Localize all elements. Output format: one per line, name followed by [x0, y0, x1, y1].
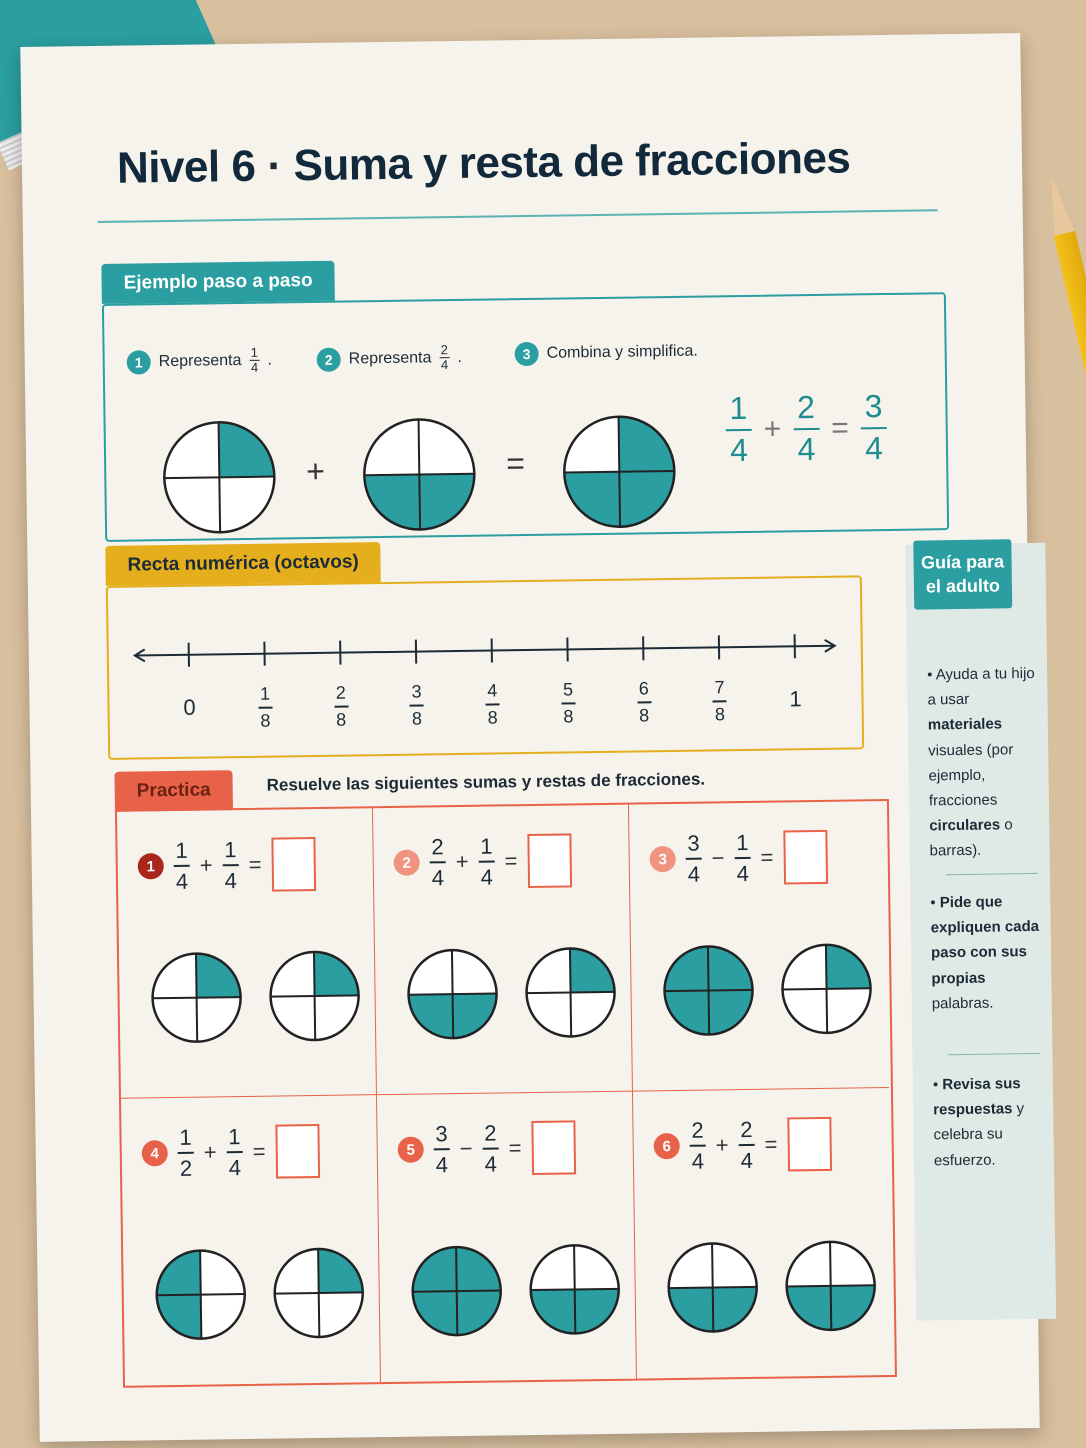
- practice-problem-5: [377, 1092, 637, 1383]
- number-line-label: 3 8: [411, 681, 423, 729]
- fraction-numerator: 2: [440, 342, 449, 358]
- guide-divider: [946, 873, 1038, 875]
- answer-box[interactable]: [783, 830, 828, 885]
- fraction-circle: [271, 1245, 366, 1340]
- fraction-denominator: 4: [440, 357, 449, 373]
- step-suffix: .: [457, 348, 462, 366]
- problem-equation: [393, 833, 571, 889]
- example-equation: [725, 390, 887, 467]
- fraction-a: 3 4: [687, 830, 701, 887]
- step-suffix: .: [267, 351, 272, 369]
- problem-equals: =: [252, 1138, 266, 1164]
- number-line-label: 0: [183, 694, 196, 720]
- answer-box[interactable]: [527, 833, 572, 888]
- number-line-label: 5 8: [562, 679, 574, 727]
- problem-operator: −: [459, 1135, 473, 1162]
- adult-guide-panel: [905, 543, 1056, 1321]
- fraction-circle: [665, 1240, 760, 1335]
- fraction-circle: [267, 948, 362, 1043]
- problem-number: 5: [398, 1137, 424, 1163]
- fraction-a: 2 4: [431, 834, 445, 891]
- problem-equals: =: [504, 848, 518, 874]
- step-number: 2: [317, 347, 341, 371]
- problem-number: 3: [650, 846, 676, 872]
- fraction-circle: [523, 945, 618, 1040]
- page-title: [117, 133, 851, 193]
- problem-number: 2: [394, 850, 420, 876]
- problem-equation: [649, 830, 827, 886]
- fraction-circle: [783, 1238, 878, 1333]
- number-line: [128, 618, 841, 678]
- title-level: Nivel 6: [116, 141, 256, 193]
- example-circle-one-quarter: [161, 419, 279, 537]
- pencil: [1040, 173, 1086, 587]
- fraction-a: 1 2: [179, 1124, 193, 1181]
- number-line-label: 4 8: [487, 680, 498, 728]
- practice-tab: Practica: [114, 770, 233, 812]
- guide-divider: [948, 1053, 1040, 1055]
- problem-equation: [137, 837, 315, 893]
- answer-box[interactable]: [787, 1117, 832, 1172]
- fraction-result: 3 4: [860, 390, 887, 466]
- step-number: 3: [514, 342, 538, 366]
- problem-operator: +: [715, 1132, 729, 1158]
- number-line-label: 1: [789, 686, 802, 712]
- fraction-circle: [153, 1247, 248, 1342]
- practice-problem-4: [121, 1095, 381, 1386]
- problem-equals: =: [764, 1131, 778, 1157]
- step-text: Representa: [348, 349, 432, 368]
- fraction-a: 1 4: [725, 392, 752, 468]
- fraction-numerator: 1: [250, 344, 259, 360]
- fraction-b: 2 4: [484, 1120, 498, 1177]
- fraction-b: 1 4: [736, 830, 750, 886]
- fraction-circle: [661, 943, 756, 1038]
- example-step-3: [514, 340, 697, 367]
- number-line-label: 6 8: [638, 678, 650, 725]
- example-step-2: [316, 343, 462, 375]
- fraction-b: 2 4: [740, 1117, 754, 1173]
- problem-number: 6: [654, 1133, 680, 1159]
- answer-box[interactable]: [271, 837, 316, 892]
- fraction-circle: [409, 1243, 504, 1338]
- problem-operator: −: [711, 845, 725, 871]
- practice-instruction: Resuelve las siguientes sumas y restas de fracciones.: [266, 769, 706, 795]
- answer-box[interactable]: [531, 1120, 576, 1175]
- answer-box[interactable]: [275, 1124, 320, 1179]
- practice-section: [115, 769, 897, 1388]
- problem-operator: +: [199, 852, 213, 878]
- guide-item-1: • Ayuda a tu hijo a usar materiales visuales (por ejemplo, fracciones circulares o barras).: [927, 664, 1035, 860]
- number-line-section: [106, 551, 864, 760]
- step-text: Combina y simplifica.: [546, 342, 698, 362]
- example-section: [102, 269, 949, 542]
- equation-op: +: [763, 412, 782, 446]
- worksheet: [20, 33, 1039, 1442]
- example-step-1: [127, 346, 273, 378]
- fraction-b: 2 4: [793, 391, 820, 467]
- number-line-label: 1 8: [259, 683, 271, 731]
- fraction-circle: [405, 946, 500, 1041]
- fraction-circle: [149, 950, 244, 1045]
- step-fraction: [439, 343, 449, 373]
- practice-problem-6: [633, 1088, 893, 1379]
- fraction-circle: [779, 941, 874, 1036]
- equals-sign: =: [505, 445, 526, 482]
- equation-equals: =: [831, 411, 849, 445]
- problem-operator: +: [203, 1139, 217, 1165]
- problem-equation: [397, 1120, 575, 1176]
- number-line-label: 7 8: [714, 677, 726, 724]
- step-fraction: [249, 346, 259, 376]
- problem-number: 1: [138, 853, 164, 879]
- problem-operator: +: [455, 848, 469, 875]
- guide-item-3: • Revisa sus respuestas y celebra su esfuerzo.: [932, 1075, 1025, 1169]
- number-line-tab: Recta numérica (octavos): [105, 542, 381, 586]
- problem-equals: =: [760, 844, 774, 870]
- step-text: Representa: [158, 351, 242, 370]
- step-number: 1: [127, 350, 151, 374]
- practice-problem-2: [373, 805, 633, 1096]
- problem-equation: [653, 1117, 831, 1173]
- fraction-denominator: 4: [250, 360, 259, 376]
- fraction-circle: [527, 1242, 622, 1337]
- fraction-b: 1 4: [480, 833, 494, 890]
- title-separator: ·: [267, 141, 282, 191]
- problem-equals: =: [248, 851, 262, 877]
- fraction-b: 1 4: [224, 837, 238, 894]
- fraction-a: 2 4: [691, 1117, 705, 1174]
- plus-sign: +: [306, 452, 326, 490]
- example-tab: Ejemplo paso a paso: [101, 261, 335, 304]
- problem-number: 4: [142, 1140, 168, 1166]
- practice-problem-3: [629, 801, 889, 1092]
- fraction-a: 3 4: [435, 1121, 449, 1178]
- example-circle-three-quarters: [560, 413, 678, 531]
- guide-title: Guía para el adulto: [913, 539, 1012, 609]
- problem-equation: [141, 1124, 319, 1180]
- number-line-label: 2 8: [335, 682, 347, 730]
- example-circle-two-quarters: [361, 416, 479, 534]
- problem-equals: =: [508, 1135, 522, 1161]
- practice-problem-1: [117, 808, 377, 1099]
- fraction-a: 1 4: [175, 837, 189, 894]
- fraction-b: 1 4: [228, 1124, 242, 1180]
- title-divider: [98, 209, 938, 223]
- guide-item-2: • Pide que expliquen cada paso con sus propias palabras.: [930, 893, 1040, 1013]
- title-topic: Suma y resta de fracciones: [293, 133, 851, 191]
